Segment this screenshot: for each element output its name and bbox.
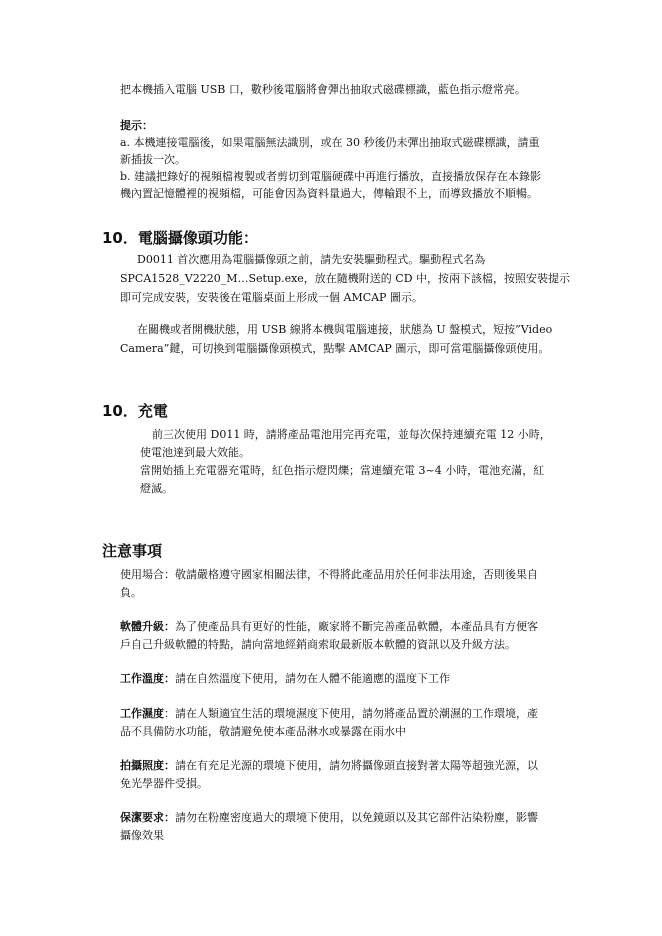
software-line2: 戶自己升級軟體的特點，請向當地經銷商索取最新版本軟體的資訊以及升級方法。 xyxy=(120,638,516,651)
light-line2: 免光學器件受損。 xyxy=(120,777,208,790)
charge-line4: 燈滅。 xyxy=(140,482,173,495)
humidity-line1 xyxy=(120,704,538,723)
webcam-p2-line2: Camera”鍵，可切換到電腦攝像頭模式，點擊 AMCAP 圖示，即可當電腦攝像頭使用。 xyxy=(120,342,550,355)
software-label: 軟體升級： xyxy=(120,620,175,633)
charge-line2: 使電池達到最大效能。 xyxy=(140,446,250,459)
clean-line2: 攝像效果 xyxy=(120,829,164,842)
tip-title: 提示： xyxy=(120,119,153,132)
tip-b-line2: 機內置記憶體裡的視頻檔，可能會因為資料量過大，傳輸跟不上，而導致播放不順暢。 xyxy=(120,187,538,200)
humidity-label: 工作濕度 xyxy=(120,707,164,720)
temp-text: 請在自然溫度下使用，請勿在人體不能適應的溫度下工作 xyxy=(175,672,450,685)
webcam-p1-line2: SPCA1528_V2220_M…Setup.exe，放在隨機附送的 CD 中，按兩下該檔，按照安裝提示 xyxy=(120,272,571,285)
notes-heading: 注意事項 xyxy=(102,542,163,560)
charge-line3: 當開始插上充電器充電時，紅色指示燈閃爍；當連續充電 3~4 小時，電池充滿，紅 xyxy=(140,464,545,477)
charge-line1: 前三次使用 D011 時，請將產品電池用完再充電，並每次保持連續充電 12 小時， xyxy=(152,428,551,441)
light-label: 拍攝照度： xyxy=(120,759,175,772)
webcam-p2-line1: 在關機或者開機狀態，用 USB 線將本機與電腦連接，狀態為 U 盤模式，短按”Video xyxy=(137,323,553,336)
humidity-text: ：請在人類適宜生活的環境濕度下使用，請勿將產品置於潮濕的工作環境，產 xyxy=(164,707,538,720)
intro-text: 把本機插入電腦 USB 口，數秒後電腦將會彈出抽取式磁碟標識，藍色指示燈常亮。 xyxy=(120,83,526,96)
software-text: 為了使產品具有更好的性能，廠家將不斷完善產品軟體，本產品具有方便客 xyxy=(175,620,538,633)
webcam-p1-line3: 即可完成安裝，安裝後在電腦桌面上形成一個 AMCAP 圖示。 xyxy=(120,291,423,304)
humidity-line2: 品不具備防水功能，敬請避免使本產品淋水或暴露在雨水中 xyxy=(120,725,406,738)
tip-a-line2: 新插拔一次。 xyxy=(120,153,186,166)
clean-label: 保潔要求： xyxy=(120,811,175,824)
temp-label: 工作溫度： xyxy=(120,672,175,685)
usage-line1: 使用場合：敬請嚴格遵守國家相關法律，不得將此產品用於任何非法用途，否則後果自 xyxy=(120,568,538,581)
temp-line xyxy=(120,669,450,688)
light-line1 xyxy=(120,756,538,775)
tip-a-line1: a. 本機連接電腦後，如果電腦無法識別，或在 30 秒後仍未彈出抽取式磁碟標識，請重 xyxy=(120,136,540,149)
clean-text: 請勿在粉塵密度過大的環境下使用，以免鏡頭以及其它部件沾染粉塵，影響 xyxy=(175,811,538,824)
light-text: 請在有充足光源的環境下使用，請勿將攝像頭直接對著太陽等超強光源，以 xyxy=(175,759,538,772)
webcam-p1-line1: D0011 首次應用為電腦攝像頭之前，請先安裝驅動程式。驅動程式名為 xyxy=(137,253,486,266)
usage-line2: 負。 xyxy=(120,586,142,599)
charge-heading: 10．充電 xyxy=(102,402,168,420)
tip-b-line1: b. 建議把錄好的視頻檔複製或者剪切到電腦硬碟中再進行播放，直接播放保存在本錄影 xyxy=(120,170,542,183)
webcam-heading: 10．電腦攝像頭功能： xyxy=(102,229,258,247)
clean-line1 xyxy=(120,808,538,827)
software-line1 xyxy=(120,617,538,636)
